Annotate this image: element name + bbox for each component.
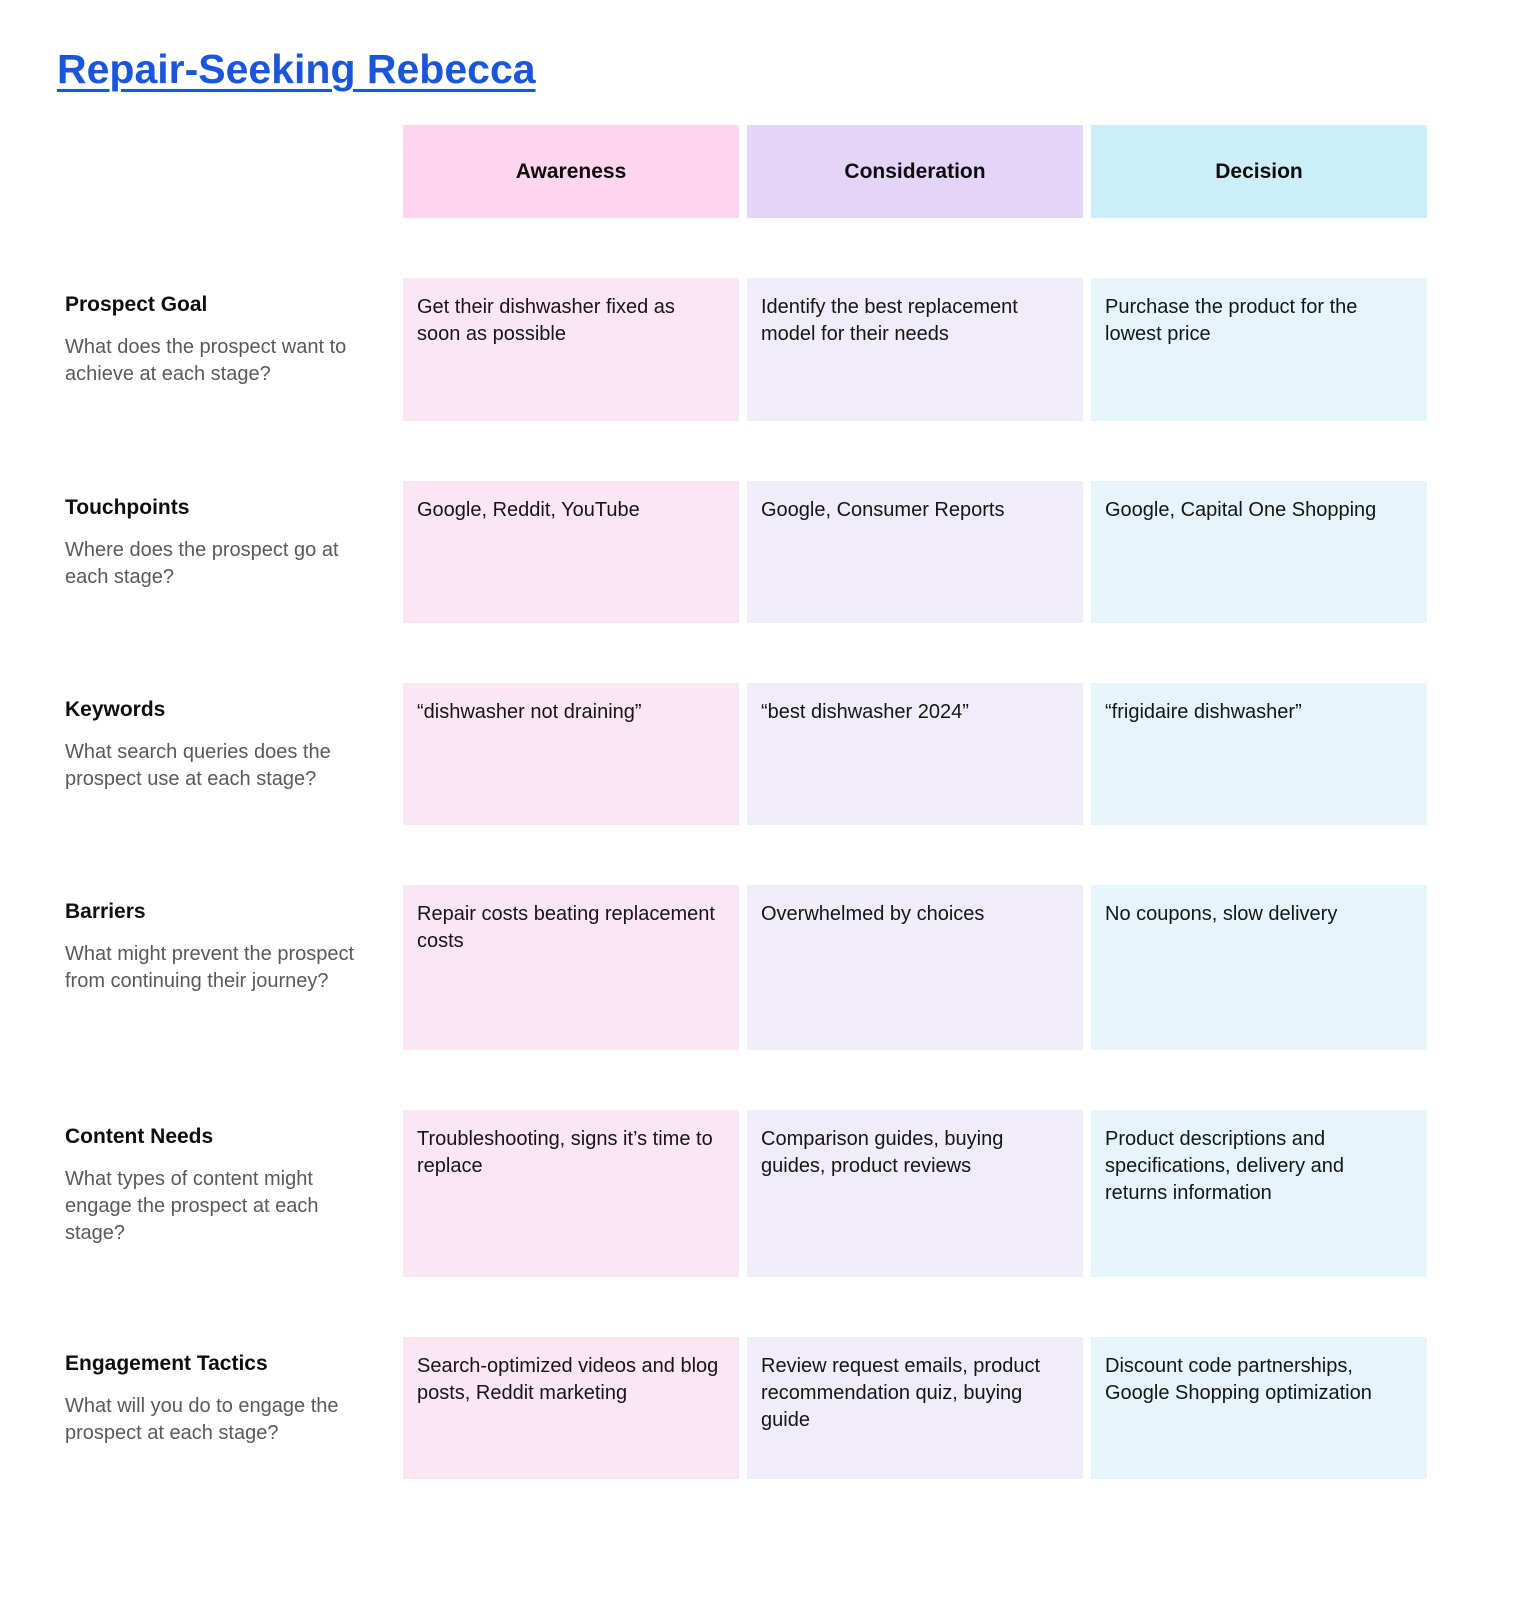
row-question: What will you do to engage the prospect at each stage? xyxy=(65,1395,339,1445)
column-header-consideration: Consideration xyxy=(747,125,1083,218)
cell-touchpoints-decision: Google, Capital One Shopping xyxy=(1091,481,1427,623)
row-title: Touchpoints xyxy=(65,496,190,519)
page-title-link[interactable]: Repair-Seeking Rebecca xyxy=(57,46,536,92)
cell-engagement-tactics-decision: Discount code partnerships, Google Shopping optimization xyxy=(1091,1337,1427,1479)
cell-barriers-awareness: Repair costs beating replacement costs xyxy=(403,885,739,1050)
cell-barriers-decision: No coupons, slow delivery xyxy=(1091,885,1427,1050)
row-header-touchpoints xyxy=(65,481,395,591)
column-header-decision: Decision xyxy=(1091,125,1427,218)
cell-prospect-goal-awareness: Get their dishwasher fixed as soon as possible xyxy=(403,278,739,421)
cell-prospect-goal-decision: Purchase the product for the lowest price xyxy=(1091,278,1427,421)
row-question: What does the prospect want to achieve at each stage? xyxy=(65,336,347,386)
cell-keywords-consideration: “best dishwasher 2024” xyxy=(747,683,1083,825)
row-header-prospect-goal xyxy=(65,278,395,388)
cell-barriers-consideration: Overwhelmed by choices xyxy=(747,885,1083,1050)
row-title: Content Needs xyxy=(65,1125,214,1148)
journey-map-table xyxy=(65,125,1523,1479)
cell-keywords-decision: “frigidaire dishwasher” xyxy=(1091,683,1427,825)
row-question: What might prevent the prospect from continuing their journey? xyxy=(65,943,355,993)
row-header-keywords xyxy=(65,683,395,793)
row-question: Where does the prospect go at each stage? xyxy=(65,539,339,589)
cell-content-needs-consideration: Comparison guides, buying guides, product reviews xyxy=(747,1110,1083,1277)
cell-touchpoints-consideration: Google, Consumer Reports xyxy=(747,481,1083,623)
row-title: Keywords xyxy=(65,698,166,721)
row-question: What search queries does the prospect use at each stage? xyxy=(65,741,331,791)
row-title: Barriers xyxy=(65,900,146,923)
cell-keywords-awareness: “dishwasher not draining” xyxy=(403,683,739,825)
cell-touchpoints-awareness: Google, Reddit, YouTube xyxy=(403,481,739,623)
row-header-engagement-tactics xyxy=(65,1337,395,1447)
row-title: Engagement Tactics xyxy=(65,1352,268,1375)
row-title: Prospect Goal xyxy=(65,293,208,316)
cell-content-needs-decision: Product descriptions and specifications, delivery and returns information xyxy=(1091,1110,1427,1277)
cell-content-needs-awareness: Troubleshooting, signs it’s time to replace xyxy=(403,1110,739,1277)
row-header-content-needs xyxy=(65,1110,395,1247)
row-question: What types of content might engage the prospect at each stage? xyxy=(65,1168,319,1245)
cell-engagement-tactics-consideration: Review request emails, product recommendation quiz, buying guide xyxy=(747,1337,1083,1479)
column-header-awareness: Awareness xyxy=(403,125,739,218)
row-header-barriers xyxy=(65,885,395,995)
cell-prospect-goal-consideration: Identify the best replacement model for their needs xyxy=(747,278,1083,421)
cell-engagement-tactics-awareness: Search-optimized videos and blog posts, Reddit marketing xyxy=(403,1337,739,1479)
